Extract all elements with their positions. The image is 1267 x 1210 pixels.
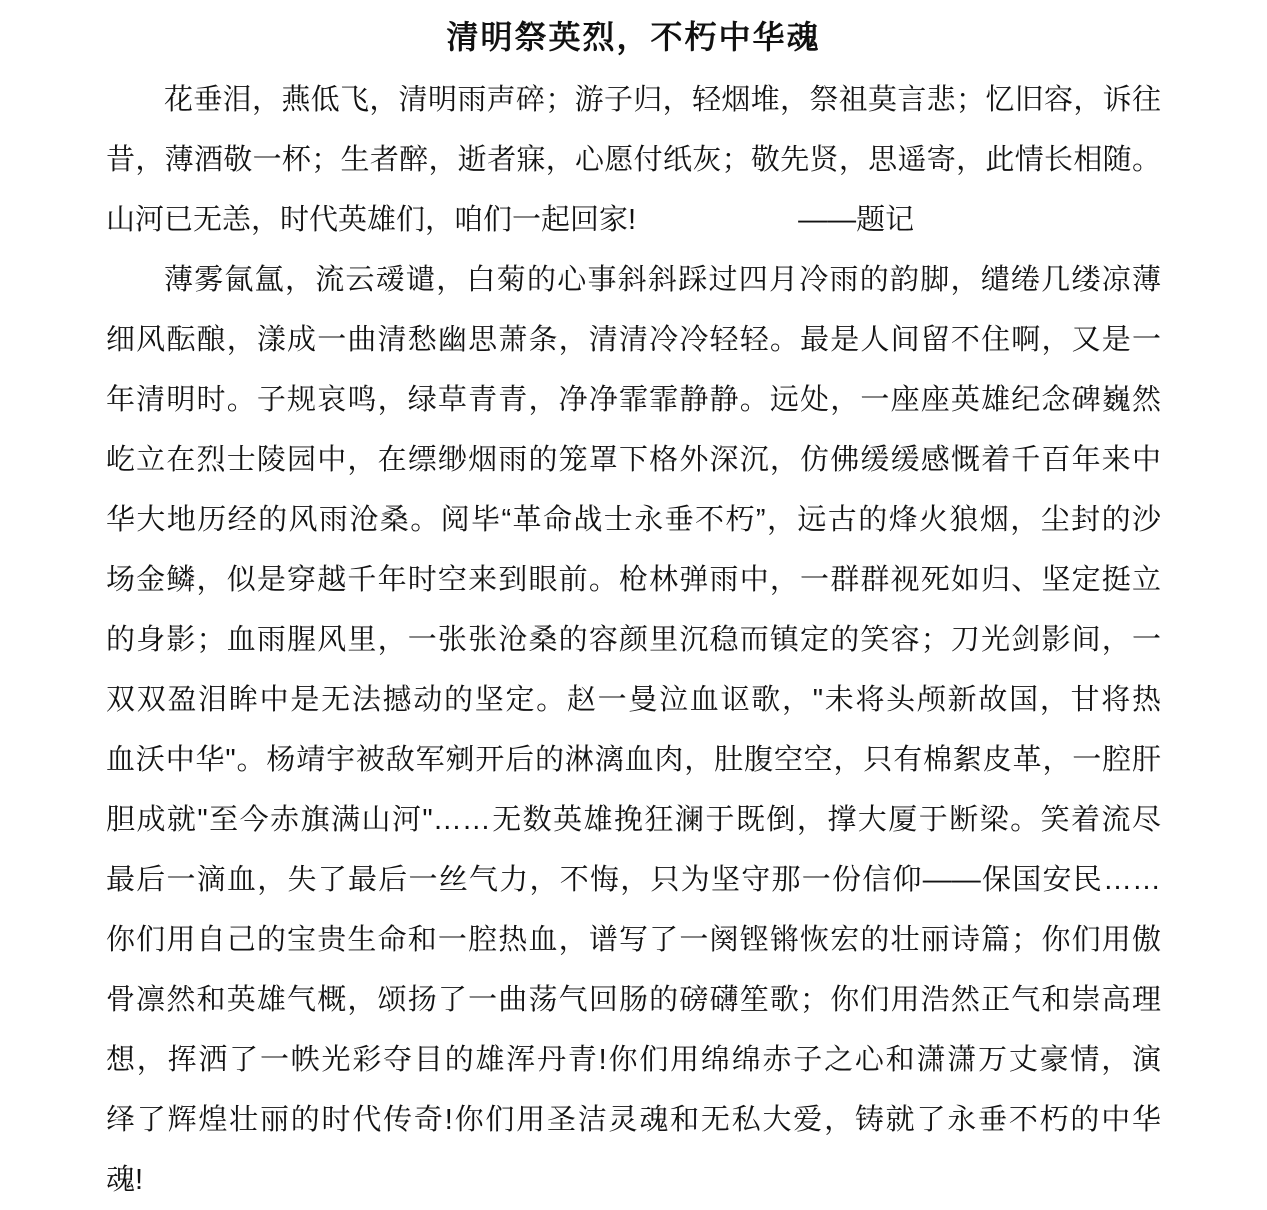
- text-line: 场金鳞，似是穿越千年时空来到眼前。枪林弹雨中，一群群视死如归、坚定挺立: [106, 564, 1161, 596]
- text-line: 华大地历经的风雨沧桑。阅毕“革命战士永垂不朽”，远古的烽火狼烟，尘封的沙: [106, 504, 1161, 536]
- text-line: 的身影；血雨腥风里，一张张沧桑的容颜里沉稳而镇定的笑容；刀光剑影间，一: [106, 624, 1161, 656]
- text-line: 屹立在烈士陵园中，在缥缈烟雨的笼罩下格外深沉，仿佛缓缓感慨着千百年来中: [106, 444, 1161, 476]
- text-line: 想，挥洒了一帙光彩夺目的雄浑丹青!你们用绵绵赤子之心和潇潇万丈豪情，演: [106, 1044, 1161, 1076]
- text-line: 绎了辉煌壮丽的时代传奇!你们用圣洁灵魂和无私大爱，铸就了永垂不朽的中华: [106, 1104, 1161, 1136]
- text-line: 年清明时。子规哀鸣，绿草青青，净净霏霏静静。远处，一座座英雄纪念碑巍然: [106, 384, 1161, 416]
- text-line: 山河已无恙，时代英雄们，咱们一起回家! ——题记: [106, 190, 1161, 250]
- text-line: 薄雾氤氲，流云叆谴，白菊的心事斜斜踩过四月冷雨的韵脚，缱绻几缕凉薄: [164, 264, 1161, 296]
- text-line: 双双盈泪眸中是无法撼动的坚定。赵一曼泣血讴歌，"未将头颅新故国，甘将热: [106, 684, 1161, 716]
- text-line: 胆成就"至今赤旗满山河"……无数英雄挽狂澜于既倒，撑大厦于断梁。笑着流尽: [106, 804, 1161, 836]
- text-line: 血沃中华"。杨靖宇被敌军剜开后的淋漓血肉，肚腹空空，只有棉絮皮革，一腔肝: [106, 744, 1161, 776]
- text-line: 花垂泪，燕低飞，清明雨声碎；游子归，轻烟堆，祭祖莫言悲；忆旧容，诉往: [164, 84, 1161, 116]
- text-line: 你们用自己的宝贵生命和一腔热血，谱写了一阕铿锵恢宏的壮丽诗篇；你们用傲: [106, 924, 1161, 956]
- text-line: 昔，薄酒敬一杯；生者醉，逝者寐，心愿付纸灰；敬先贤，思遥寄，此情长相随。: [106, 144, 1161, 176]
- text-line: 骨凛然和英雄气概，颂扬了一曲荡气回肠的磅礴笙歌；你们用浩然正气和崇高理: [106, 984, 1161, 1016]
- text-line: 魂!: [106, 1164, 144, 1196]
- inscription-label: ——题记: [798, 204, 915, 236]
- page-title: 清明祭英烈，不朽中华魂: [446, 19, 821, 55]
- document-body: [106, 70, 1161, 1210]
- text-line: 细风酝酿，漾成一曲清愁幽思萧条，清清冷冷轻轻。最是人间留不住啊，又是一: [106, 324, 1161, 356]
- text-line: 最后一滴血，失了最后一丝气力，不悔，只为坚守那一份信仰——保国安民……: [106, 864, 1161, 896]
